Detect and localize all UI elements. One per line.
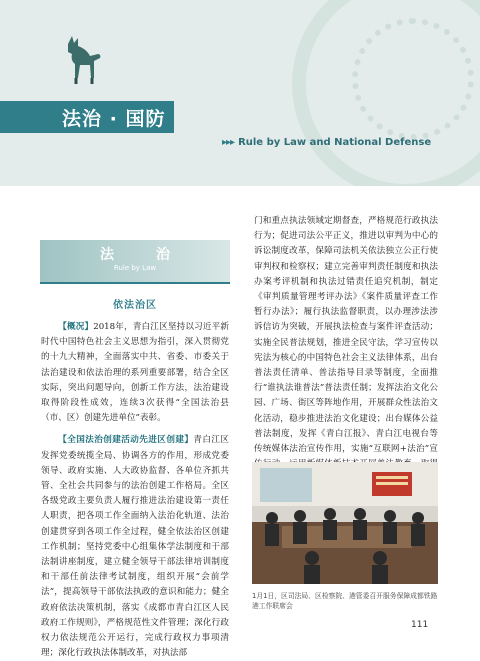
overview-paragraph <box>41 320 229 426</box>
chapter-subtitle-text: Rule by Law and National Defense <box>238 137 432 148</box>
section-title-zh: 法 治 <box>100 247 184 263</box>
chapter-subtitle <box>222 137 431 148</box>
creation-tag: 【全国法治创建活动先进区创建】 <box>58 435 194 446</box>
meeting-photo <box>252 462 438 584</box>
section-heading-box <box>40 240 230 284</box>
photo-caption: 1月1日，区司法局、区检察院、港管委召开服务保障成都铁路港工作联席会 <box>252 592 438 610</box>
triple-arrow-icon: ▸▸▸ <box>222 137 235 148</box>
overview-text: 2018年，青白江区坚持以习近平新时代中国特色社会主义思想为指引，深入贯彻党的十九大精神，全面落实中共、省委、市委关于法治建设和依法治理的系列重要部署，结合全区实际，突出问题导向，创新工作方法，法治建设取得阶段性成效，连续3次获得“全国法治县（市、区）创建先进单位”表彰。 <box>41 322 229 424</box>
page-number: 111 <box>411 620 429 630</box>
section-title-en: Rule by Law <box>113 264 157 272</box>
section-subheading: 依法治区 <box>113 300 157 311</box>
bronze-horse-icon <box>60 34 104 86</box>
overview-tag: 【概况】 <box>58 322 94 332</box>
chapter-title: 法治 · 国防 <box>62 108 166 130</box>
creation-paragraph <box>41 433 229 661</box>
creation-text: 青白江区发挥党委统揽全局、协调各方的作用，形成党委领导、政府实施、人大政协监督、各单位齐抓共管、全社会共同参与的法治创建工作格局。全区各级党政主要负责人履行推进法治建设第一责任人职责，把各项工作全面纳入法治化轨道、法治创建贯穿到各项工作全过程，健全依法治区创建工作机制；坚持党委中心组集体学法制度和干部法制讲座制度，建立健全领导干部法律培训制度和干部任前法律考试制度，组织开展“会前学法”，提高领导干部依法执政的意识和能力；健全政府依法决策机制，落实《成都市青白江区人民政府工作规则》，严格规范性文件管理；深化行政权力依法规范公开运行，完成行政权力事项清理；深化行政执法体制改革，对执法部 <box>41 435 229 659</box>
left-text-column <box>41 320 229 661</box>
chapter-header-band <box>0 0 480 186</box>
chapter-title-bar <box>0 101 174 133</box>
continued-paragraph: 门和重点执法领域定期督查，严格规范行政执法行为；促进司法公平正义，推进以审判为中心的诉讼制度改革，保障司法机关依法独立公正行使审判权和检察权；建立完善审判责任制度和执法办案考评机制和执法过错责任追究机制，制定《审判质量管理考评办法》《案件质量评查工作暂行办法》；履行执法监督职责，以办理涉法涉诉信访为突破，开展执法检查与案件评查活动；实施全民普法规划，推进全民守法，学习宣传以宪法为核心的中国特色社会主义法律体系，出台普法责任清单、普法指导目录等制度，全面推行“谁执法谁普法”普法责任制；发挥法治文化公园、广场、街区等阵地作用，开展群众性法治文化活动，稳步推进法治文化建设；出台媒体公益普法制度，发挥《青白江报》、青白江电视台等传统媒体法治宣传作用，实施“互联网+法治”宣 <box>254 216 438 455</box>
decorative-pattern <box>352 18 474 140</box>
